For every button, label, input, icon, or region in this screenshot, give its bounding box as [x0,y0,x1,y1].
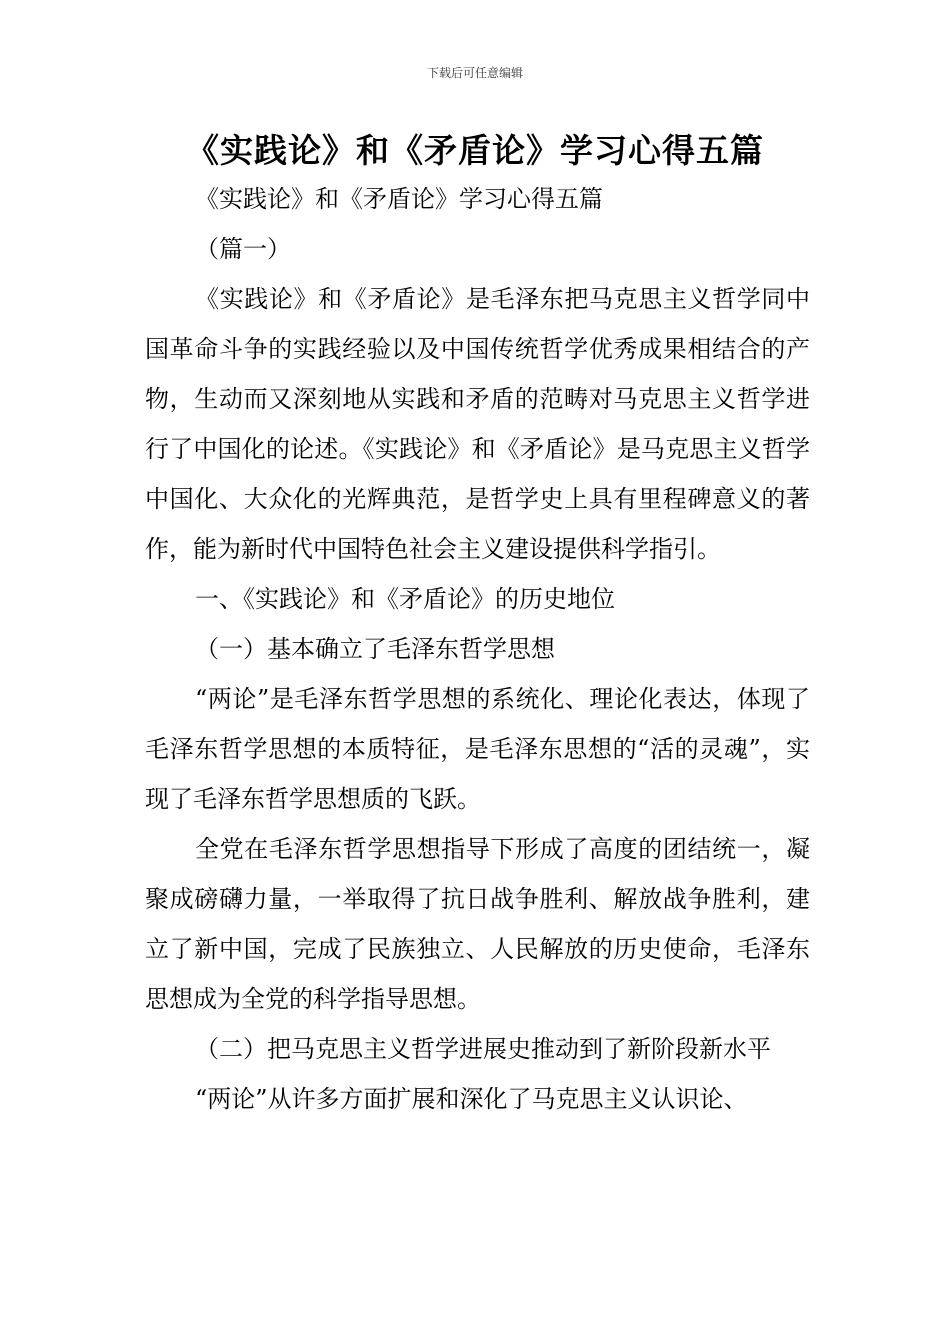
paragraph-section-label: （篇一） [195,235,291,263]
paragraph-subheading-1: （一）基本确立了毛泽东哲学思想 [195,635,555,663]
paragraph-subtitle: 《实践论》和《矛盾论》学习心得五篇 [195,185,603,213]
paragraph-heading-1: 一、《实践论》和《矛盾论》的历史地位 [195,585,615,613]
paragraph-body-1: “两论”是毛泽东哲学思想的系统化、理论化表达，体现了毛泽东哲学思想的本质特征，是毛泽东思想的“活的灵魂”，实现了毛泽东哲学思想质的飞跃。 [145,685,810,813]
page-header-note: 下载后可任意编辑 [426,66,523,80]
paragraph-subheading-2: （二）把马克思主义哲学进展史推动到了新阶段新水平 [195,1035,771,1063]
document-title: 《实践论》和《矛盾论》学习心得五篇 [186,131,764,170]
paragraph-body-2: 全党在毛泽东哲学思想指导下形成了高度的团结统一，凝聚成磅礴力量，一举取得了抗日战争胜利、解放战争胜利，建立了新中国，完成了民族独立、人民解放的历史使命，毛泽东思想成为全党的科学指导思想。 [145,835,810,1013]
document-body [145,174,810,1124]
paragraph-body-3: “两论”从许多方面扩展和深化了马克思主义认识论、 [195,1085,748,1113]
paragraph-intro: 《实践论》和《矛盾论》是毛泽东把马克思主义哲学同中国革命斗争的实践经验以及中国传统哲学优秀成果相结合的产物，生动而又深刻地从实践和矛盾的范畴对马克思主义哲学进行了中国化的论述。《实践论》和《矛盾论》是马克思主义哲学中国化、大众化的光辉典范，是哲学史上具有里程碑意义的著作，能为新时代中国特色社会主义建设提供科学指引。 [145,285,810,563]
